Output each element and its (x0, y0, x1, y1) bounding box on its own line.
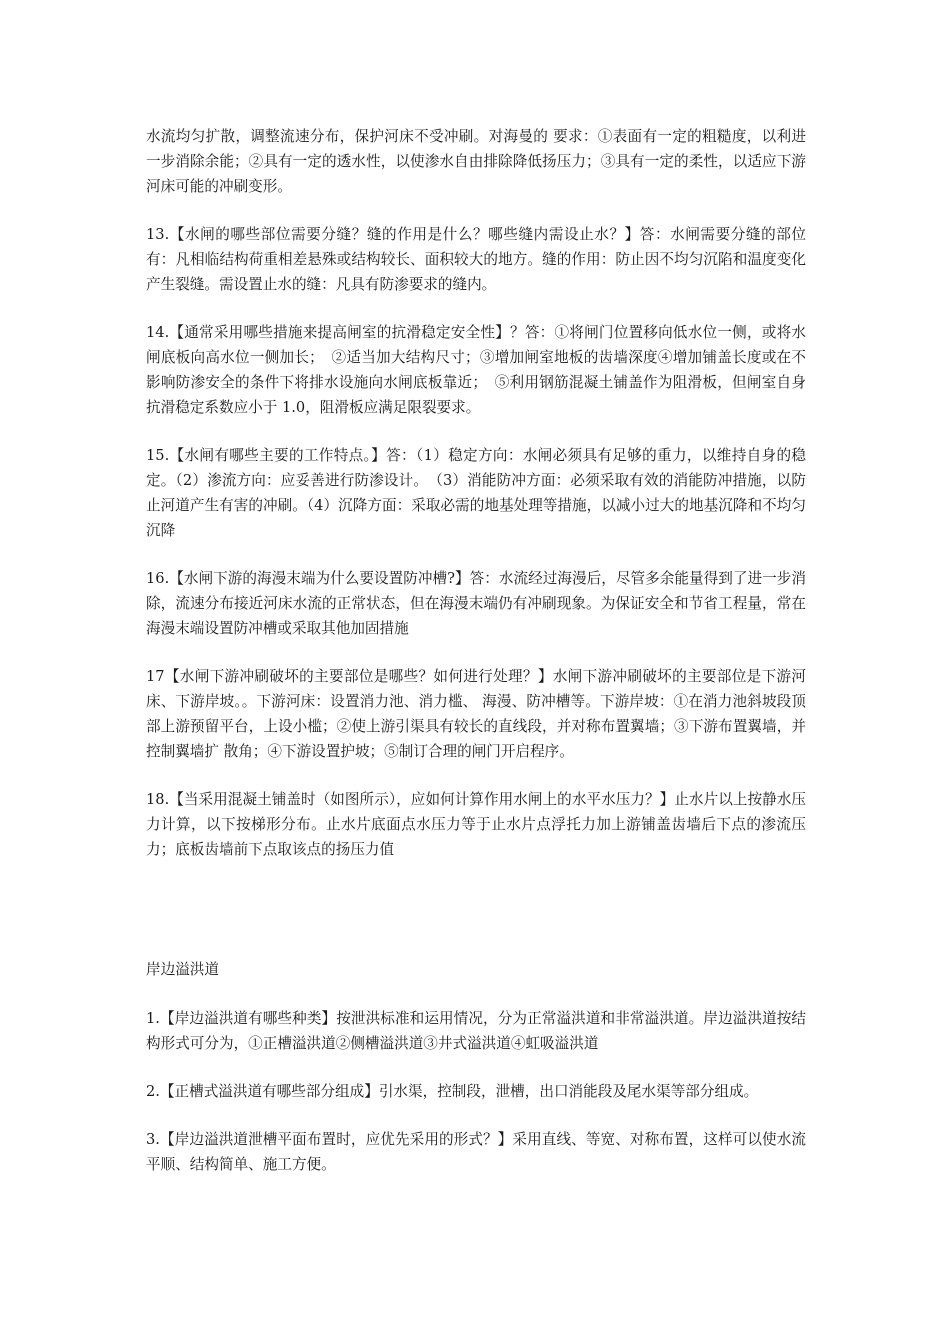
paragraph-spillway-q1: 1.【岸边溢洪道有哪些种类】按泄洪标准和运用情况，分为正常溢洪道和非常溢洪道。岸边溢洪道按结构形式可分为，①正槽溢洪道②侧槽溢洪道③井式溢洪道④虹吸溢洪道 (146, 1010, 806, 1052)
paragraph-q17: 17【水闸下游冲刷破坏的主要部位是哪些？如何进行处理？】水闸下游冲刷破坏的主要部位是下游河床、下游岸坡。。下游河床：设置消力池、消力槛、 海漫、防冲槽等。下游岸坡：①在消力池斜坡段顶部上游预留平台，上设小槛；②使上游引渠具有较长的直线段，并对称布置翼墙；③下游布置翼墙，并控制翼墙扩 散角；④下游设置护坡；⑤制订合理的闸门开启程序。 (146, 668, 806, 760)
section-heading: 岸边溢洪道 (146, 961, 219, 978)
paragraph-q15: 15.【水闸有哪些主要的工作特点。】答：（1）稳定方向：水闸必须具有足够的重力，以维持自身的稳定。（2）渗流方向：应妥善进行防渗设计。 （3）消能防冲方面：必须采取有效的消能防冲措施，以防止河道产生有害的冲刷。（4）沉降方面：采取必需的地基处理等措施，以减小过大的地基沉降和不均匀 沉降 (146, 447, 806, 539)
section-gap (146, 885, 806, 957)
paragraph-q18: 18.【当采用混凝土铺盖时（如图所示），应如何计算作用水闸上的水平水压力？】止水片以上按静水压力计算，以下按梯形分布。止水片底面点水压力等于止水片点浮托力加上游铺盖齿墙后下点的渗流压力；底板齿墙前下点取该点的扬压力值 (146, 791, 806, 858)
paragraph-spillway-q3: 3.【岸边溢洪道泄槽平面布置时，应优先采用的形式？】采用直线、等宽、对称布置，这样可以使水流平顺、结构简单、施工方便。 (146, 1131, 806, 1173)
paragraph-intro: 水流均匀扩散，调整流速分布，保护河床不受冲刷。对海曼的 要求：①表面有一定的粗糙度，以利进一步消除余能；②具有一定的透水性，以使渗水自由排除降低扬压力；③具有一定的柔性，以适应下游河床可能的冲刷变形。 (146, 128, 806, 195)
paragraph-q13: 13.【水闸的哪些部位需要分缝？缝的作用是什么？哪些缝内需设止水？】答：水闸需要分缝的部位有：凡相临结构荷重相差悬殊或结构较长、面积较大的地方。缝的作用：防止因不均匀沉陷和温度变化产生裂缝。需设置止水的缝：凡具有防渗要求的缝内。 (146, 226, 806, 293)
paragraph-spillway-q2: 2.【正槽式溢洪道有哪些部分组成】引水渠，控制段，泄槽，出口消能段及尾水渠等部分组成。 (146, 1083, 759, 1100)
paragraph-q16: 16.【水闸下游的海漫末端为什么要设置防冲槽?】答：水流经过海漫后，尽管多余能量得到了进一步消除，流速分布接近河床水流的正常状态，但在海漫末端仍有冲刷现象。为保证安全和节省工程量，常在海漫末端设置防冲槽或采取其他加固措施 (146, 570, 806, 637)
document-page (146, 124, 806, 1200)
paragraph-q14: 14.【通常采用哪些措施来提高闸室的抗滑稳定安全性】？答：①将闸门位置移向低水位一侧，或将水闸底板向高水位一侧加长； ②适当加大结构尺寸；③增加闸室地板的齿墙深度④增加铺盖长度或在不影响防渗安全的条件下将排水设施向水闸底板靠近； ⑤利用钢筋混凝土铺盖作为阻滑板，但闸室自身抗滑稳定系数应小于 1.0，阻滑板应满足限裂要求。 (146, 324, 806, 416)
